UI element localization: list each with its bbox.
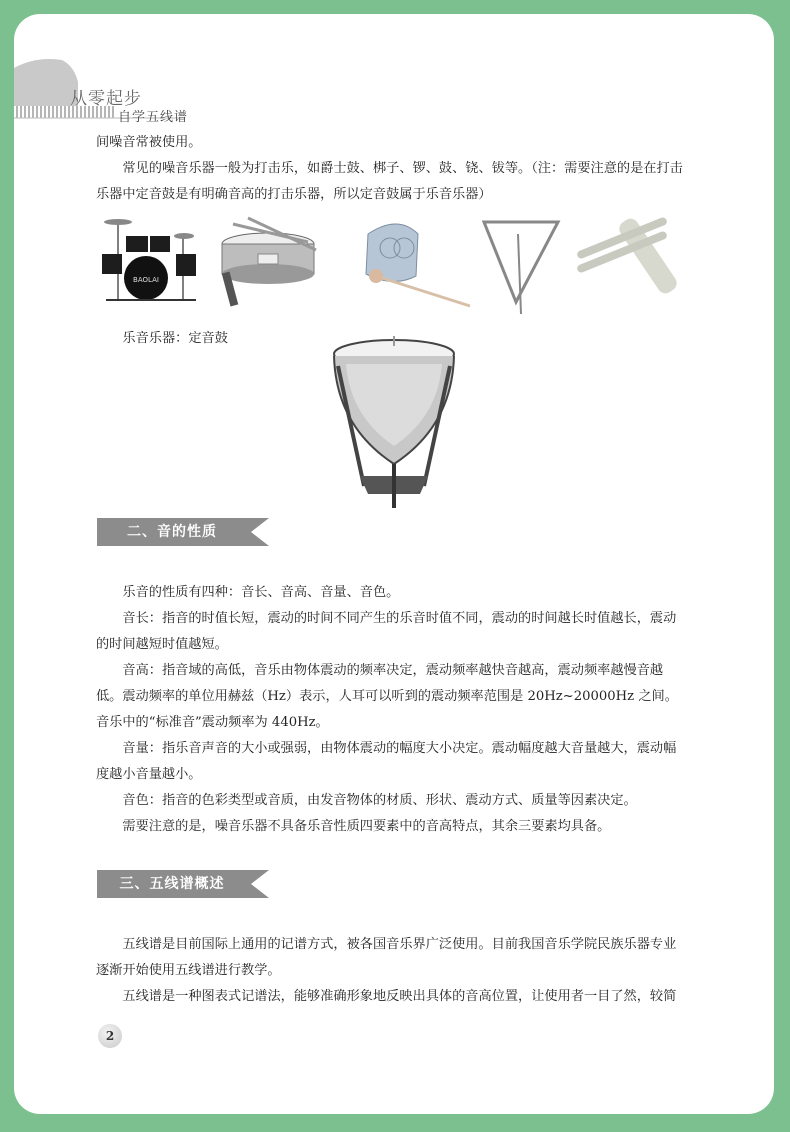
page-number: 2 bbox=[98, 1024, 122, 1048]
section-heading-2 bbox=[97, 518, 269, 546]
wood-block-icon bbox=[366, 224, 470, 306]
triangle-icon bbox=[484, 222, 558, 314]
paragraph: 音高：指音域的高低，音乐由物体震动的频率决定，震动频率越快音越高，震动频率越慢音越低。震动频率的单位用赫兹（Hz）表示，人耳可以听到的震动频率范围是 20Hz~20000Hz 之间。音乐中的“标准音”震动频率为 440Hz。 bbox=[96, 663, 678, 730]
percussion-instruments-image bbox=[98, 214, 698, 314]
drum-kit-icon bbox=[102, 219, 196, 300]
claves-icon bbox=[576, 216, 680, 297]
paragraph: 乐音的性质有四种：音长、音高、音量、音色。 bbox=[122, 585, 400, 600]
section-3-body bbox=[96, 932, 686, 1010]
intro-paragraph: 常见的噪音乐器一般为打击乐，如爵士鼓、梆子、锣、鼓、铙、钹等。（注：需要注意的是在打击乐器中定音鼓是有明确音高的打击乐器，所以定音鼓属于乐音乐器） bbox=[96, 161, 683, 202]
snare-drum-icon bbox=[222, 218, 316, 306]
section-2-body bbox=[96, 580, 686, 840]
paragraph: 五线谱是目前国际上通用的记谱方式，被各国音乐界广泛使用。目前我国音乐学院民族乐器专业逐渐开始使用五线谱进行教学。 bbox=[96, 937, 677, 978]
paragraph: 音量：指乐音声音的大小或强弱，由物体震动的幅度大小决定。震动幅度越大音量越大，震动幅度越小音量越小。 bbox=[96, 741, 677, 782]
paragraph: 需要注意的是，噪音乐器不具备乐音性质四要素中的音高特点，其余三要素均具备。 bbox=[122, 819, 611, 834]
timpani-image bbox=[324, 336, 464, 511]
drum-brand-label: BAOLAI bbox=[133, 276, 159, 284]
book-subtitle: 自学五线谱 bbox=[118, 110, 189, 125]
book-title: 从零起步 bbox=[70, 89, 142, 109]
section-heading-3 bbox=[97, 870, 269, 898]
paragraph: 音长：指音的时值长短，震动的时间不同产生的乐音时值不同，震动的时间越长时值越长，震动的时间越短时值越短。 bbox=[96, 611, 677, 652]
page-header bbox=[14, 54, 214, 126]
paragraph: 音色：指音的色彩类型或音质，由发音物体的材质、形状、震动方式、质量等因素决定。 bbox=[122, 793, 637, 808]
intro-text bbox=[96, 130, 686, 208]
book-page bbox=[14, 14, 774, 1114]
intro-line: 间噪音常被使用。 bbox=[96, 135, 202, 150]
section-title: 三、五线谱概述 bbox=[119, 876, 225, 892]
section-title: 二、音的性质 bbox=[127, 524, 217, 540]
instrument-caption: 乐音乐器：定音鼓 bbox=[122, 331, 228, 346]
paragraph: 五线谱是一种图表式记谱法，能够准确形象地反映出具体的音高位置，让使用者一目了然，较简 bbox=[122, 989, 677, 1004]
